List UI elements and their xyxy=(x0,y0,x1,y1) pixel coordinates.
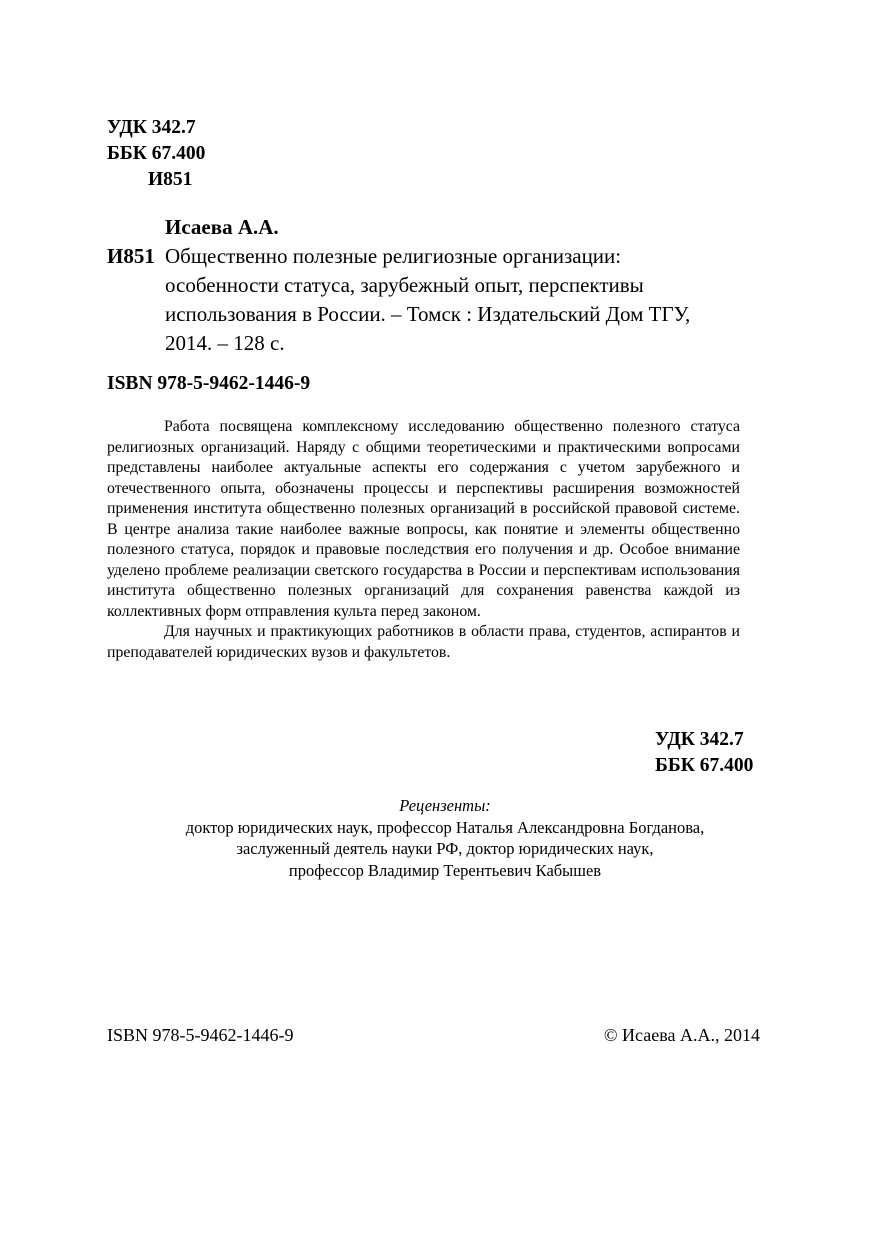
abstract-paragraph: Для научных и практикующих работников в области права, студентов, аспирантов и преподавателей юридических вузов и факультетов. xyxy=(107,623,740,661)
bibliographic-description xyxy=(165,242,775,358)
title-line: использования в России. – Томск : Издательский Дом ТГУ, xyxy=(165,302,691,326)
footer xyxy=(107,1023,760,1047)
reviewers-label: Рецензенты: xyxy=(399,796,491,815)
right-classification-codes xyxy=(655,727,753,779)
abstract xyxy=(107,417,740,663)
copyright: © Исаева А.А., 2014 xyxy=(603,1025,760,1045)
reviewer-line: заслуженный деятель науки РФ, доктор юридических наук, xyxy=(236,839,654,858)
title-line: особенности статуса, зарубежный опыт, перспективы xyxy=(165,273,644,297)
bbk-code: ББК 67.400 xyxy=(107,143,206,164)
entry-author-mark: И851 xyxy=(107,244,155,268)
reviewer-line: доктор юридических наук, профессор Наталья Александровна Богданова, xyxy=(185,817,705,837)
bbk-code-right: ББК 67.400 xyxy=(655,755,754,776)
reviewer-line: профессор Владимир Терентьевич Кабышев xyxy=(288,860,602,880)
title-line: Общественно полезные религиозные организации: xyxy=(165,244,622,268)
udk-code-right: УДК 342.7 xyxy=(655,729,744,750)
udk-code: УДК 342.7 xyxy=(107,117,196,138)
author-mark: И851 xyxy=(148,169,193,190)
top-classification-codes xyxy=(107,115,205,193)
isbn-top: ISBN 978-5-9462-1446-9 xyxy=(107,373,311,394)
footer-isbn: ISBN 978-5-9462-1446-9 xyxy=(107,1025,294,1045)
title-line: 2014. – 128 с. xyxy=(165,331,285,355)
abstract-paragraph: Работа посвящена комплексному исследованию общественно полезного статуса религиозных организаций. Наряду с общими теоретическими и практическими вопросами представлены наиболее актуальные аспекты его содержания с учетом зарубежного и отечественного опыта, обозначены процессы и перспективы расширения возможностей применения института общественно полезных организаций в российской правовой системе. В центре анализа такие наиболее важные вопросы, как понятие и элементы общественно полезного статуса, порядок и правовые последствия его получения и др. Особое внимание уделено проблеме реализации светского государства в России и перспективам использования института общественно полезных организаций для сохранения равенства каждой из коллективных форм отправления культа перед законом. xyxy=(107,418,740,620)
reviewers-block xyxy=(107,795,783,881)
author-name: Исаева А.А. xyxy=(165,215,279,239)
